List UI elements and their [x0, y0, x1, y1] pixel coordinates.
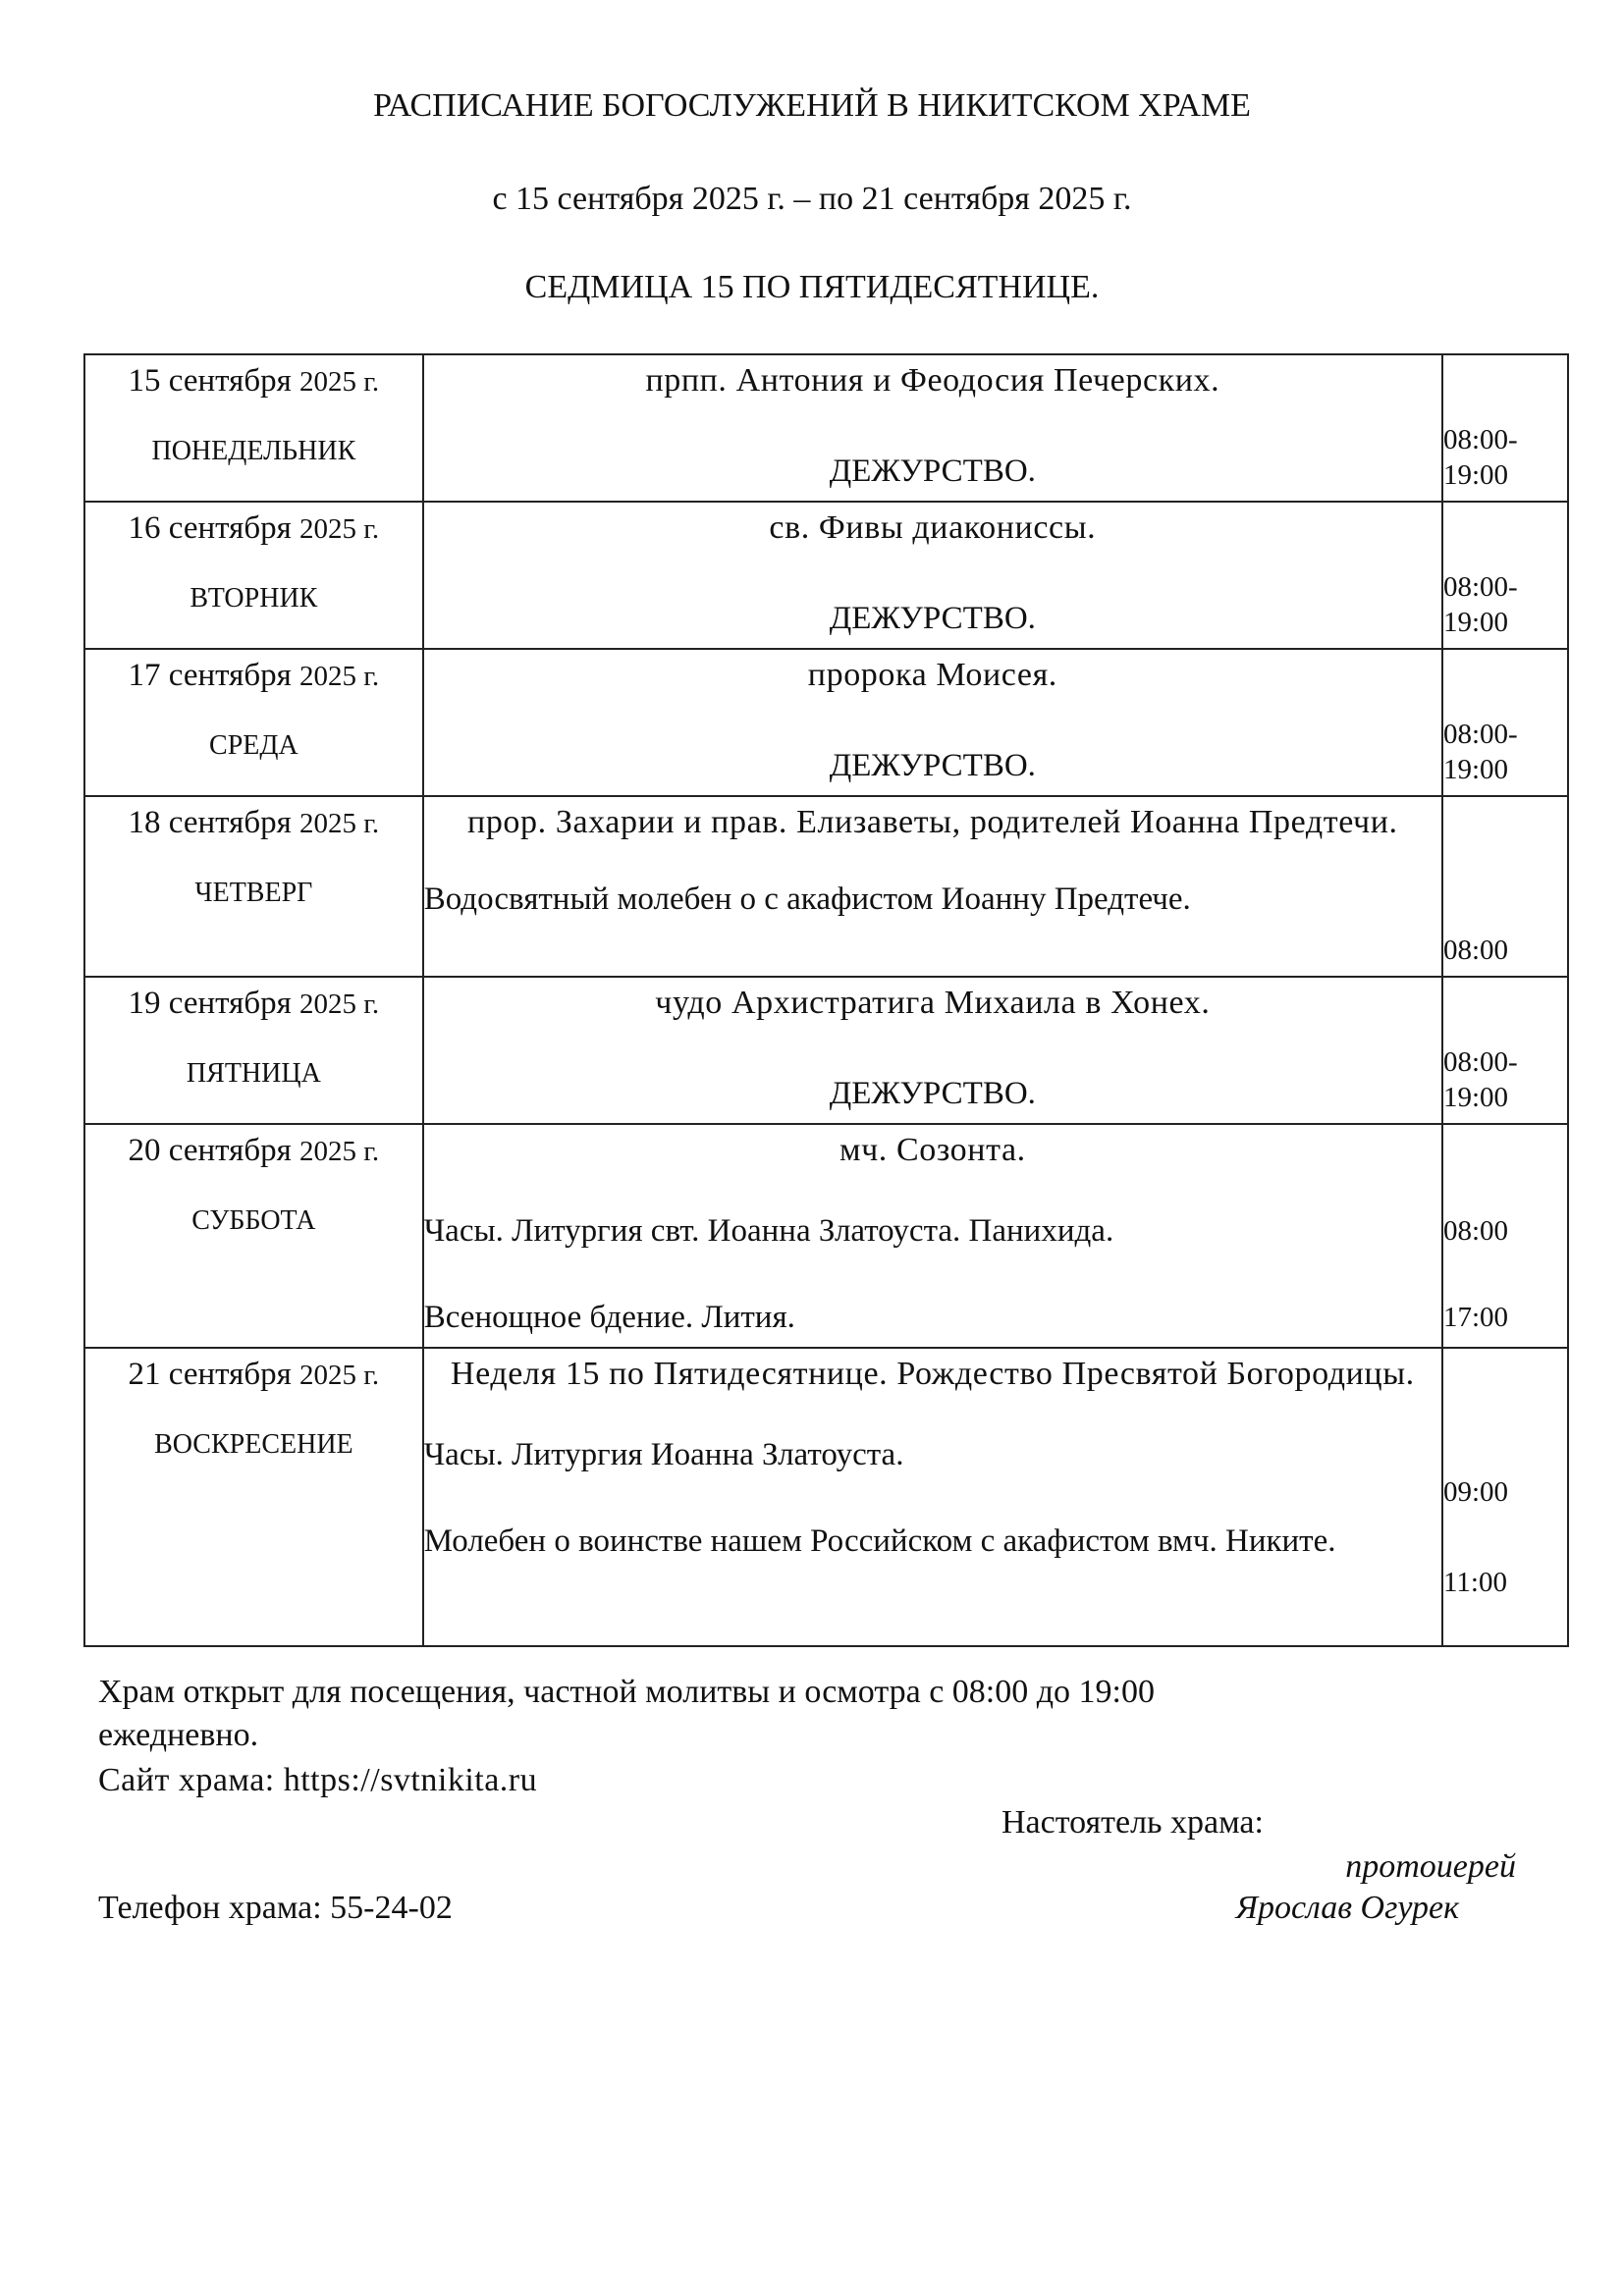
rector-title: Настоятель храма: [1001, 1804, 1264, 1841]
time-from: 08:00- [1442, 571, 1518, 603]
time-to: 19:00 [1442, 1082, 1509, 1113]
day-cell [84, 1124, 423, 1348]
weekday: СУББОТА [191, 1205, 316, 1236]
time-from: 08:00- [1442, 719, 1518, 750]
service-name: Всенощное бдение. Лития. [423, 1300, 795, 1335]
day-cell [84, 1348, 423, 1646]
service-name: ДЕЖУРСТВО. [829, 601, 1036, 636]
schedule-period: с 15 сентября 2025 г. – по 21 сентября 2025 г. [492, 181, 1132, 217]
feast-name: мч. Созонта. [839, 1132, 1026, 1168]
description-cell [423, 796, 1442, 977]
week-title: СЕДМИЦА 15 ПО ПЯТИДЕСЯТНИЦЕ. [524, 269, 1100, 305]
time-cell [1442, 354, 1568, 502]
time: 17:00 [1442, 1302, 1509, 1333]
feast-name: прпп. Антония и Феодосия Печерских. [645, 362, 1220, 399]
feast-name: прор. Захарии и прав. Елизаветы, родителей Иоанна Предтечи. [467, 804, 1398, 840]
service-name: ДЕЖУРСТВО. [829, 1076, 1036, 1111]
description-cell [423, 649, 1442, 796]
time-cell [1442, 1124, 1568, 1348]
day-cell [84, 502, 423, 649]
day-cell [84, 649, 423, 796]
table-row [84, 354, 1568, 502]
time: 09:00 [1442, 1476, 1509, 1508]
date: 17 сентября 2025 г. [128, 658, 380, 693]
table-row [84, 1124, 1568, 1348]
description-cell [423, 1124, 1442, 1348]
opening-hours: Храм открыт для посещения, частной молитвы и осмотра с 08:00 до 19:00 [98, 1674, 1155, 1710]
table-row [84, 796, 1568, 977]
date: 15 сентября 2025 г. [128, 363, 380, 399]
date: 18 сентября 2025 г. [128, 805, 380, 840]
table-row [84, 502, 1568, 649]
service-name: ДЕЖУРСТВО. [829, 454, 1036, 489]
date: 20 сентября 2025 г. [128, 1133, 380, 1168]
time-cell [1442, 796, 1568, 977]
service-name: Молебен о воинстве нашем Российском с акафистом вмч. Никите. [423, 1523, 1336, 1559]
time-to: 19:00 [1442, 754, 1509, 785]
feast-name: св. Фивы диакониссы. [769, 509, 1097, 546]
service-name: Часы. Литургия Иоанна Златоуста. [423, 1437, 904, 1472]
description-cell [423, 977, 1442, 1124]
time-cell [1442, 977, 1568, 1124]
service-name: Часы. Литургия свт. Иоанна Златоуста. Панихида. [423, 1213, 1114, 1249]
day-cell [84, 977, 423, 1124]
opening-hours-cont: ежедневно. [98, 1717, 259, 1753]
rector-name: Ярослав Огурек [1235, 1890, 1459, 1926]
time-to: 19:00 [1442, 459, 1509, 491]
schedule-table [83, 353, 1569, 1647]
service-name: ДЕЖУРСТВО. [829, 748, 1036, 783]
weekday: СРЕДА [209, 730, 298, 761]
date: 16 сентября 2025 г. [128, 510, 380, 546]
weekday: ПЯТНИЦА [186, 1058, 321, 1089]
description-cell [423, 1348, 1442, 1646]
time-cell [1442, 649, 1568, 796]
time-from: 08:00- [1442, 424, 1518, 455]
phone: Телефон храма: 55-24-02 [98, 1890, 453, 1926]
time-cell [1442, 1348, 1568, 1646]
feast-name: чудо Архистратига Михаила в Хонех. [655, 985, 1211, 1021]
feast-name: пророка Моисея. [807, 657, 1057, 693]
weekday: ВОСКРЕСЕНИЕ [154, 1429, 353, 1460]
description-cell [423, 354, 1442, 502]
date: 21 сентября 2025 г. [128, 1357, 380, 1392]
description-cell [423, 502, 1442, 649]
feast-name: Неделя 15 по Пятидесятнице. Рождество Пресвятой Богородицы. [450, 1356, 1415, 1392]
weekday: ЧЕТВЕРГ [194, 878, 313, 908]
table-row [84, 977, 1568, 1124]
time: 11:00 [1442, 1567, 1507, 1598]
time-to: 19:00 [1442, 607, 1509, 638]
day-cell [84, 354, 423, 502]
time-from: 08:00- [1442, 1046, 1518, 1078]
weekday: ПОНЕДЕЛЬНИК [151, 436, 356, 466]
table-row [84, 649, 1568, 796]
date: 19 сентября 2025 г. [128, 986, 380, 1021]
website: Сайт храма: https://svtnikita.ru [98, 1762, 538, 1798]
day-cell [84, 796, 423, 977]
time-cell [1442, 502, 1568, 649]
time: 08:00 [1442, 1215, 1509, 1247]
rector-rank: протоиерей [1345, 1848, 1516, 1885]
table-row [84, 1348, 1568, 1646]
page-title: РАСПИСАНИЕ БОГОСЛУЖЕНИЙ В НИКИТСКОМ ХРАМЕ [373, 87, 1251, 124]
time: 08:00 [1442, 934, 1509, 966]
service-name: Водосвятный молебен о с акафистом Иоанну Предтече. [423, 881, 1191, 917]
weekday: ВТОРНИК [189, 583, 318, 614]
